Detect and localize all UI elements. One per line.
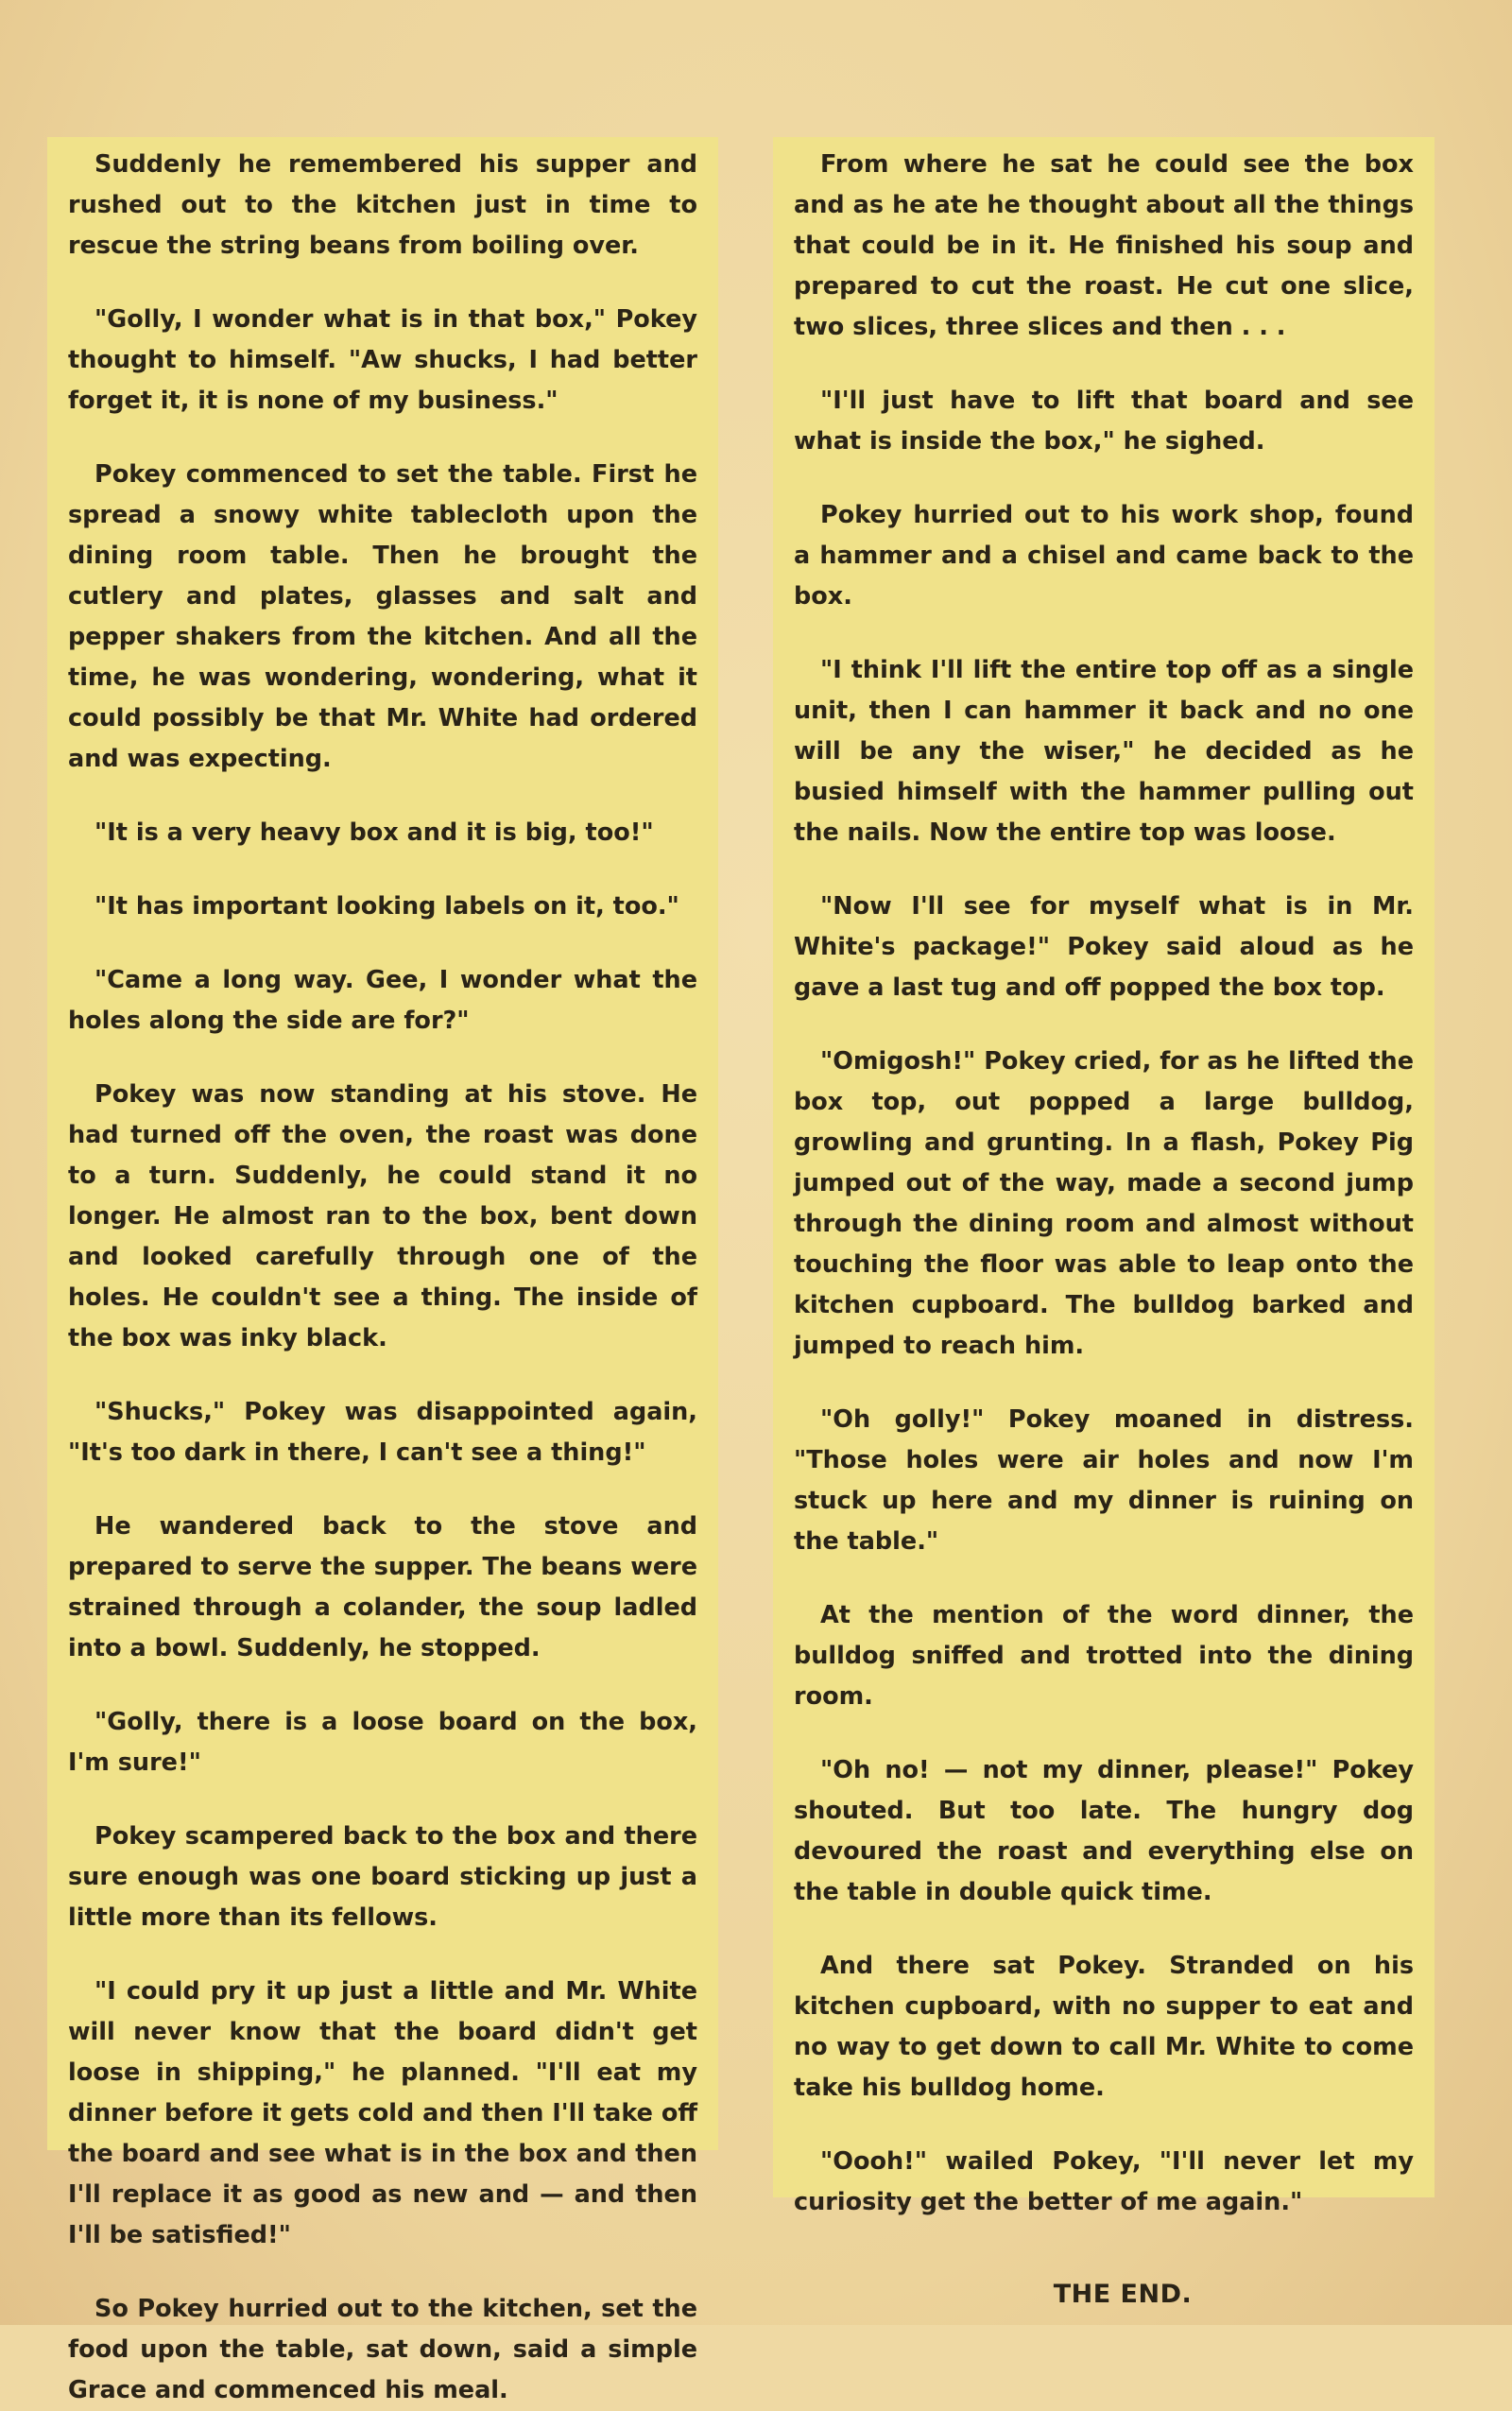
paragraph: "Came a long way. Gee, I wonder what the holes along the side are for?" [68, 966, 697, 1035]
paragraph: "Omigosh!" Pokey cried, for as he lifted the box top, out popped a large bulldog, growling and grunting. In a flash, Pokey Pig jumped out of the way, made a second jump through the dining room and almost without touching the floor was able to leap onto the kitchen cupboard. The bulldog barked and jumped to reach him. [794, 1047, 1414, 1360]
paragraph: "Oh golly!" Pokey moaned in distress. "Those holes were air holes and now I'm stuck up here and my dinner is ruining on the table." [794, 1405, 1414, 1556]
paragraph: "It is a very heavy box and it is big, too!" [94, 818, 654, 847]
paragraph: Pokey commenced to set the table. First he spread a snowy white tablecloth upon the dining room table. Then he brought the cutlery and plates, glasses and salt and pepper shakers from the kitchen. And all the time, he was wondering, wondering, what it could possibly be that Mr. White had ordered and was expecting. [68, 460, 697, 773]
paragraph: "I'll just have to lift that board and see what is inside the box," he sighed. [794, 387, 1414, 456]
paragraph: "I could pry it up just a little and Mr. White will never know that the board didn't get loose in shipping," he planned. "I'll eat my dinner before it gets cold and then I'll take off the board and see what is in the box and then I'll replace it as good as new and — and then I'll be satisfied!" [68, 1977, 697, 2249]
paragraph: At the mention of the word dinner, the bulldog sniffed and trotted into the dining room. [794, 1601, 1414, 1711]
paragraph: He wandered back to the stove and prepared to serve the supper. The beans were strained through a colander, the soup ladled into a bowl. Suddenly, he stopped. [68, 1512, 697, 1662]
paragraph: "Now I'll see for myself what is in Mr. White's package!" Pokey said aloud as he gave a last tug and off popped the box top. [794, 892, 1414, 1002]
paragraph: Pokey was now standing at his stove. He had turned off the oven, the roast was done to a turn. Suddenly, he could stand it no longer. He almost ran to the box, bent down and looked carefully through one of the holes. He couldn't see a thing. The inside of the box was inky black. [68, 1080, 697, 1352]
paragraph: And there sat Pokey. Stranded on his kitchen cupboard, with no supper to eat and no way to get down to call Mr. White to come take his bulldog home. [794, 1952, 1414, 2102]
paragraph: "Oh no! — not my dinner, please!" Pokey shouted. But too late. The hungry dog devoured the roast and everything else on the table in double quick time. [794, 1756, 1414, 1906]
story-ending: THE END. [1053, 2280, 1193, 2309]
paragraph: Pokey hurried out to his work shop, found a hammer and a chisel and came back to the box. [794, 501, 1414, 611]
paragraph: "It has important looking labels on it, too." [94, 892, 679, 921]
paragraph: Suddenly he remembered his supper and rushed out to the kitchen just in time to rescue the string beans from boiling over. [68, 150, 697, 260]
paragraph: "I think I'll lift the entire top off as a single unit, then I can hammer it back and no one will be any the wiser," he decided as he busied himself with the hammer pulling out the nails. Now the entire top was loose. [794, 656, 1414, 847]
right-text-column [773, 137, 1435, 2309]
left-text-column [47, 137, 718, 2404]
paragraph: "Oooh!" wailed Pokey, "I'll never let my curiosity get the better of me again." [794, 2147, 1414, 2216]
paragraph: Pokey scampered back to the box and there sure enough was one board sticking up just a little more than its fellows. [68, 1822, 697, 1932]
paragraph: "Golly, there is a loose board on the box, I'm sure!" [68, 1708, 697, 1777]
paragraph: From where he sat he could see the box and as he ate he thought about all the things that could be in it. He finished his soup and prepared to cut the roast. He cut one slice, two slices, three slices and then . . . [794, 150, 1414, 341]
paragraph: "Shucks," Pokey was disappointed again, "It's too dark in there, I can't see a thing!" [68, 1398, 697, 1467]
paragraph: "Golly, I wonder what is in that box," Pokey thought to himself. "Aw shucks, I had better forget it, it is none of my business." [68, 305, 697, 415]
paragraph: So Pokey hurried out to the kitchen, set the food upon the table, sat down, said a simple Grace and commenced his meal. [68, 2295, 697, 2404]
